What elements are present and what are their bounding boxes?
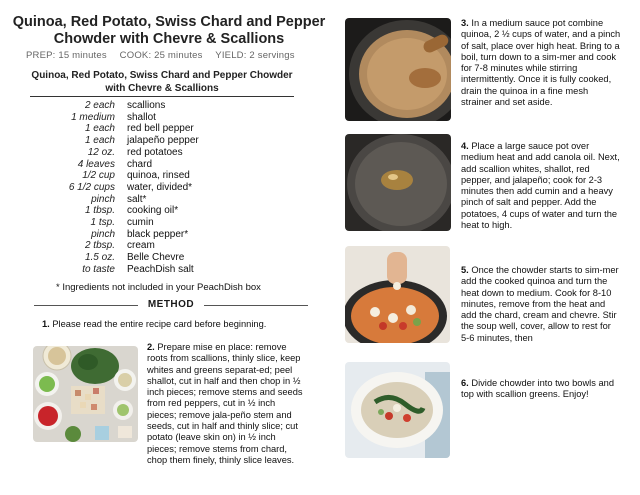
method-step-2 xyxy=(147,342,307,466)
ingredient-row xyxy=(30,147,310,159)
ingredient-row xyxy=(30,159,310,171)
ingredients-heading: Quinoa, Red Potato, Swiss Chard and Pepper Chowder with Chevre & Scallions xyxy=(31,70,293,94)
ingredient-qty: to taste xyxy=(82,263,115,275)
ingredient-qty: 2 tbsp. xyxy=(84,240,115,252)
ingredient-qty: 4 leaves xyxy=(77,158,115,170)
prep-time: PREP: 15 minutes xyxy=(26,50,107,61)
ingredient-qty: 6 1/2 cups xyxy=(68,181,115,193)
ingredient-qty: 1.5 oz. xyxy=(84,252,115,264)
chowder-simmer-image xyxy=(345,246,450,343)
ingredient-name: jalapeño pepper xyxy=(127,135,199,147)
ingredient-name: salt* xyxy=(127,193,147,205)
oil-pot-photo xyxy=(345,134,451,231)
step-text: Prepare mise en place: remove roots from scallions, thinly slice, keep whites and greens separat-ed; peel shallot, cut in half and then chop in ½ inch pieces; remove stems and seeds from red peppers, cut in ½ inch pieces; remove jala-peño stem and seeds, cut in half and thinly slice; cut potato (leave skin on) in ½ inch pieces; remove stems from chard, chop them finely, thinly slice leaves. xyxy=(147,342,303,465)
step-number: 5. xyxy=(461,265,469,275)
step-number: 4. xyxy=(461,141,469,151)
ingredient-qty: 1 tbsp. xyxy=(84,205,115,217)
ingredient-name: PeachDish salt xyxy=(127,263,194,275)
ingredient-row xyxy=(30,123,310,135)
ingredient-list xyxy=(30,100,310,276)
quinoa-pot-photo xyxy=(345,18,451,121)
ingredient-row xyxy=(30,240,310,252)
step-text: Once the chowder starts to sim-mer add the cooked quinoa and turn the heat down to medium. Cook for 8-10 minutes, remove from the heat and add the chard, cream and chevre. Stir the soup well, cover, allow to rest for 5-6 minutes, then xyxy=(461,265,619,343)
step-text: Divide chowder into two bowls and top with scallion greens. Enjoy! xyxy=(461,378,614,400)
yield: YIELD: 2 servings xyxy=(215,50,295,61)
chowder-bowl-image xyxy=(345,362,450,458)
ingredient-name: chard xyxy=(127,158,153,170)
method-heading-row xyxy=(34,299,308,311)
oil-pot-image xyxy=(345,134,451,231)
ingredient-qty: pinch xyxy=(91,193,115,205)
method-step-3 xyxy=(461,18,621,108)
ingredient-name: water, divided* xyxy=(127,181,193,193)
mise-en-place-image xyxy=(33,346,138,442)
ingredient-name: cream xyxy=(127,240,155,252)
ingredient-row xyxy=(30,112,310,124)
step-number: 1. xyxy=(42,319,50,329)
ingredient-name: scallions xyxy=(127,100,166,111)
divider xyxy=(204,305,308,306)
method-step-1 xyxy=(42,319,332,330)
ingredient-qty: 1/2 cup xyxy=(82,170,115,182)
method-heading: METHOD xyxy=(147,299,195,310)
ingredient-name: cooking oil* xyxy=(127,205,179,217)
ingredient-row xyxy=(30,100,310,112)
step-number: 2. xyxy=(147,342,155,352)
chowder-simmer-photo xyxy=(345,246,450,343)
ingredient-name: Belle Chevre xyxy=(127,252,185,264)
recipe-title: Quinoa, Red Potato, Swiss Chard and Pepper Chowder with Chevre & Scallions xyxy=(12,14,326,47)
ingredient-qty: 2 each xyxy=(84,100,115,111)
ingredient-row xyxy=(30,229,310,241)
divider xyxy=(30,96,294,97)
ingredient-row xyxy=(30,205,310,217)
ingredient-qty: pinch xyxy=(91,228,115,240)
recipe-meta xyxy=(26,50,305,61)
step-number: 3. xyxy=(461,18,469,28)
ingredient-row xyxy=(30,170,310,182)
ingredient-name: cumin xyxy=(127,217,154,229)
ingredients-note: * Ingredients not included in your PeachDish box xyxy=(56,282,261,293)
ingredient-qty: 1 each xyxy=(84,123,115,135)
ingredient-name: shallot xyxy=(127,111,156,123)
ingredient-row xyxy=(30,182,310,194)
ingredient-qty: 1 each xyxy=(84,135,115,147)
step-text: Place a large sauce pot over medium heat and add canola oil. Next, add scallion whites, shallot, red pepper, and jalapeño; cook for 2-3 minutes then add cumin and a heavy pinch of salt and pepper. Add the potatoes, 4 cups of water and turn the heat to high. xyxy=(461,141,620,231)
mise-en-place-photo xyxy=(33,346,138,442)
step-text: In a medium sauce pot combine quinoa, 2 ½ cups of water, and a pinch of salt, place over high heat. Bring to a boil, turn down to a sim-mer and cook for 7-8 minutes while stirring intermittently. Once it is fully cooked, drain the quinoa in a fine mesh strainer and set aside. xyxy=(461,18,621,108)
ingredient-qty: 12 oz. xyxy=(87,146,115,158)
ingredient-row xyxy=(30,217,310,229)
step-number: 6. xyxy=(461,378,469,388)
method-step-5 xyxy=(461,265,621,344)
ingredient-row xyxy=(30,135,310,147)
chowder-bowl-photo xyxy=(345,362,450,458)
ingredient-qty: 1 medium xyxy=(71,111,115,123)
ingredient-name: quinoa, rinsed xyxy=(127,170,190,182)
ingredient-name: red bell pepper xyxy=(127,123,194,135)
ingredient-row xyxy=(30,264,310,276)
method-step-6 xyxy=(461,378,621,401)
method-step-4 xyxy=(461,141,621,231)
ingredient-row xyxy=(30,252,310,264)
quinoa-pot-image xyxy=(345,18,451,121)
ingredient-name: black pepper* xyxy=(127,228,189,240)
cook-time: COOK: 25 minutes xyxy=(119,50,203,61)
step-text: Please read the entire recipe card before beginning. xyxy=(52,319,267,329)
ingredient-name: red potatoes xyxy=(127,146,183,158)
ingredient-row xyxy=(30,194,310,206)
ingredient-qty: 1 tsp. xyxy=(90,217,115,229)
